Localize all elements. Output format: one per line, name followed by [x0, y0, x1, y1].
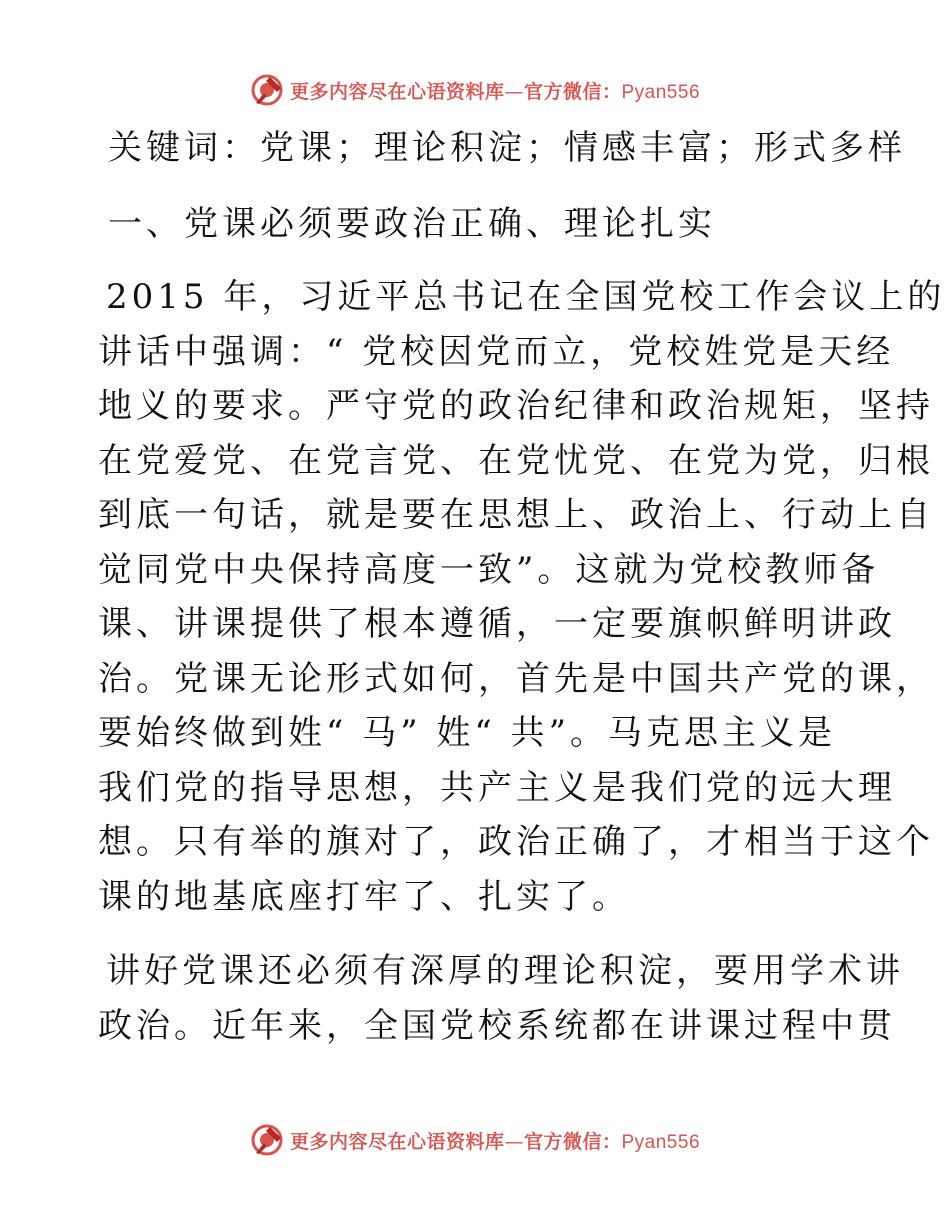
watermark-id: Pyan556: [621, 81, 701, 103]
watermark-id: Pyan556: [621, 1131, 701, 1153]
paragraph-line: 政治。近年来，全国党校系统都在讲课过程中贯: [98, 1005, 896, 1046]
watermark-official: 官方微信：: [523, 1130, 622, 1153]
section-heading: 一、党课必须要政治正确、理论扎实: [108, 204, 716, 244]
paragraph-line: 讲好党课还必须有深厚的理论积淀，要用学术讲: [106, 951, 904, 991]
header-watermark: [0, 70, 950, 110]
paragraph-line: 到底一句话，就是要在思想上、政治上、行动上自: [98, 495, 934, 535]
paragraph-line: 2015 年，习近平总书记在全国党校工作会议上的: [106, 277, 946, 317]
paragraph-line: 想。只有举的旗对了，政治正确了，才相当于这个: [98, 822, 934, 862]
document-body: [98, 122, 946, 1053]
watermark-site: 更多内容尽在心语资料库: [289, 80, 505, 103]
paragraph-line: 我们党的指导思想，共产主义是我们党的远大理: [98, 767, 896, 808]
paragraph-1: [98, 270, 946, 924]
paragraph-line: 要始终做到姓“ 马” 姓“ 共”。马克思主义是: [98, 713, 836, 753]
paragraph-line: 课的地基底座打牢了、扎实了。: [98, 876, 630, 917]
watermark-text: [290, 77, 700, 104]
watermark-dash: —: [504, 80, 524, 103]
pen-circle-logo-icon: [250, 1123, 284, 1157]
footer-watermark: [0, 1120, 950, 1160]
paragraph-line: 治。党课无论形式如何，首先是中国共产党的课，: [98, 658, 934, 699]
paragraph-line: 课、讲课提供了根本遵循，一定要旗帜鲜明讲政: [98, 604, 896, 644]
watermark-text: [290, 1127, 700, 1154]
watermark-official: 官方微信：: [523, 80, 622, 103]
watermark-dash: —: [504, 1130, 524, 1153]
paragraph-line: 觉同党中央保持高度一致”。这就为党校教师备: [98, 549, 880, 590]
pen-circle-logo-icon: [250, 73, 284, 107]
paragraph-2: [98, 944, 904, 1053]
paragraph-line: 地义的要求。严守党的政治纪律和政治规矩，坚持: [98, 386, 934, 426]
watermark-site: 更多内容尽在心语资料库: [289, 1130, 505, 1153]
paragraph-line: 在党爱党、在党言党、在党忧党、在党为党，归根: [98, 440, 934, 481]
keywords-line: 关键词：党课；理论积淀；情感丰富；形式多样: [108, 128, 906, 168]
paragraph-line: 讲话中强调：“ 党校因党而立，党校姓党是天经: [98, 331, 895, 372]
